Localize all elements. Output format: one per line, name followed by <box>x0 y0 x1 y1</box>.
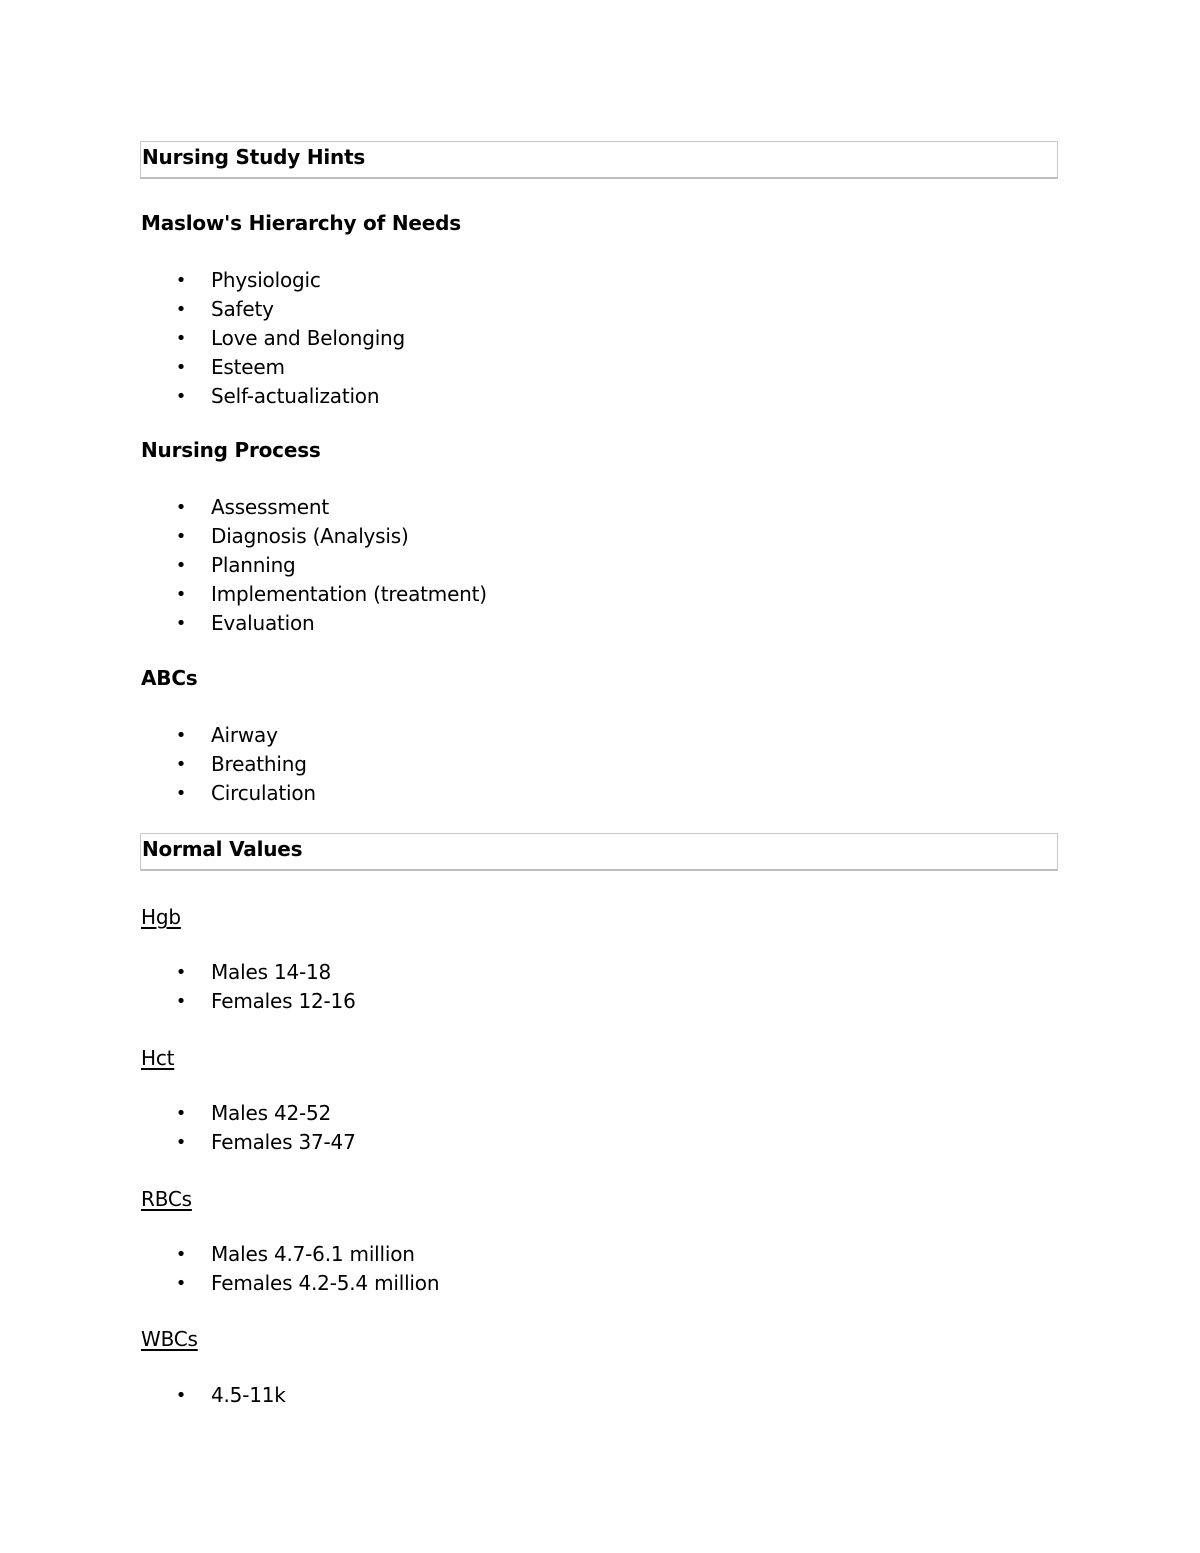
bullet-icon: • <box>175 328 187 349</box>
bullet-icon: • <box>175 497 187 518</box>
section-title-normal-values: Normal Values <box>140 833 1058 871</box>
list-item-text: Circulation <box>211 781 316 805</box>
bullet-icon: • <box>175 725 187 746</box>
list-item-text: Airway <box>211 723 278 747</box>
list-item-text: Planning <box>211 553 296 577</box>
list-item-text: Love and Belonging <box>211 326 406 350</box>
bullet-icon: • <box>175 584 187 605</box>
list-item-text: Physiologic <box>211 268 321 292</box>
bullet-icon: • <box>175 555 187 576</box>
bullet-icon: • <box>175 754 187 775</box>
subheading-hgb: Hgb <box>141 905 181 929</box>
list-item-text: Safety <box>211 297 274 321</box>
bullet-icon: • <box>175 386 187 407</box>
subheading-wbcs: WBCs <box>141 1327 198 1351</box>
bullet-icon: • <box>175 526 187 547</box>
bullet-icon: • <box>175 1273 187 1294</box>
bullet-icon: • <box>175 991 187 1012</box>
section-title-study-hints: Nursing Study Hints <box>140 141 1058 179</box>
bullet-icon: • <box>175 1244 187 1265</box>
heading-maslow: Maslow's Hierarchy of Needs <box>141 211 461 235</box>
bullet-icon: • <box>175 783 187 804</box>
list-item-text: Assessment <box>211 495 329 519</box>
list-item-text: Esteem <box>211 355 285 379</box>
list-item-text: Evaluation <box>211 611 315 635</box>
list-item-text: Females 4.2-5.4 million <box>211 1271 440 1295</box>
list-item-text: Males 4.7-6.1 million <box>211 1242 415 1266</box>
list-item-text: Males 42-52 <box>211 1101 332 1125</box>
bullet-icon: • <box>175 1132 187 1153</box>
heading-nursing-process: Nursing Process <box>141 438 321 462</box>
list-item-text: Implementation (treatment) <box>211 582 487 606</box>
bullet-icon: • <box>175 299 187 320</box>
list-item-text: Males 14-18 <box>211 960 332 984</box>
list-item-text: Breathing <box>211 752 307 776</box>
bullet-icon: • <box>175 357 187 378</box>
bullet-icon: • <box>175 613 187 634</box>
list-item-text: Females 37-47 <box>211 1130 356 1154</box>
bullet-icon: • <box>175 1385 187 1406</box>
list-item-text: Females 12-16 <box>211 989 356 1013</box>
list-item-text: 4.5-11k <box>211 1383 286 1407</box>
subheading-hct: Hct <box>141 1046 175 1070</box>
list-item-text: Self-actualization <box>211 384 380 408</box>
bullet-icon: • <box>175 962 187 983</box>
list-item-text: Diagnosis (Analysis) <box>211 524 409 548</box>
bullet-icon: • <box>175 270 187 291</box>
subheading-rbcs: RBCs <box>141 1187 192 1211</box>
heading-abcs: ABCs <box>141 666 198 690</box>
bullet-icon: • <box>175 1103 187 1124</box>
